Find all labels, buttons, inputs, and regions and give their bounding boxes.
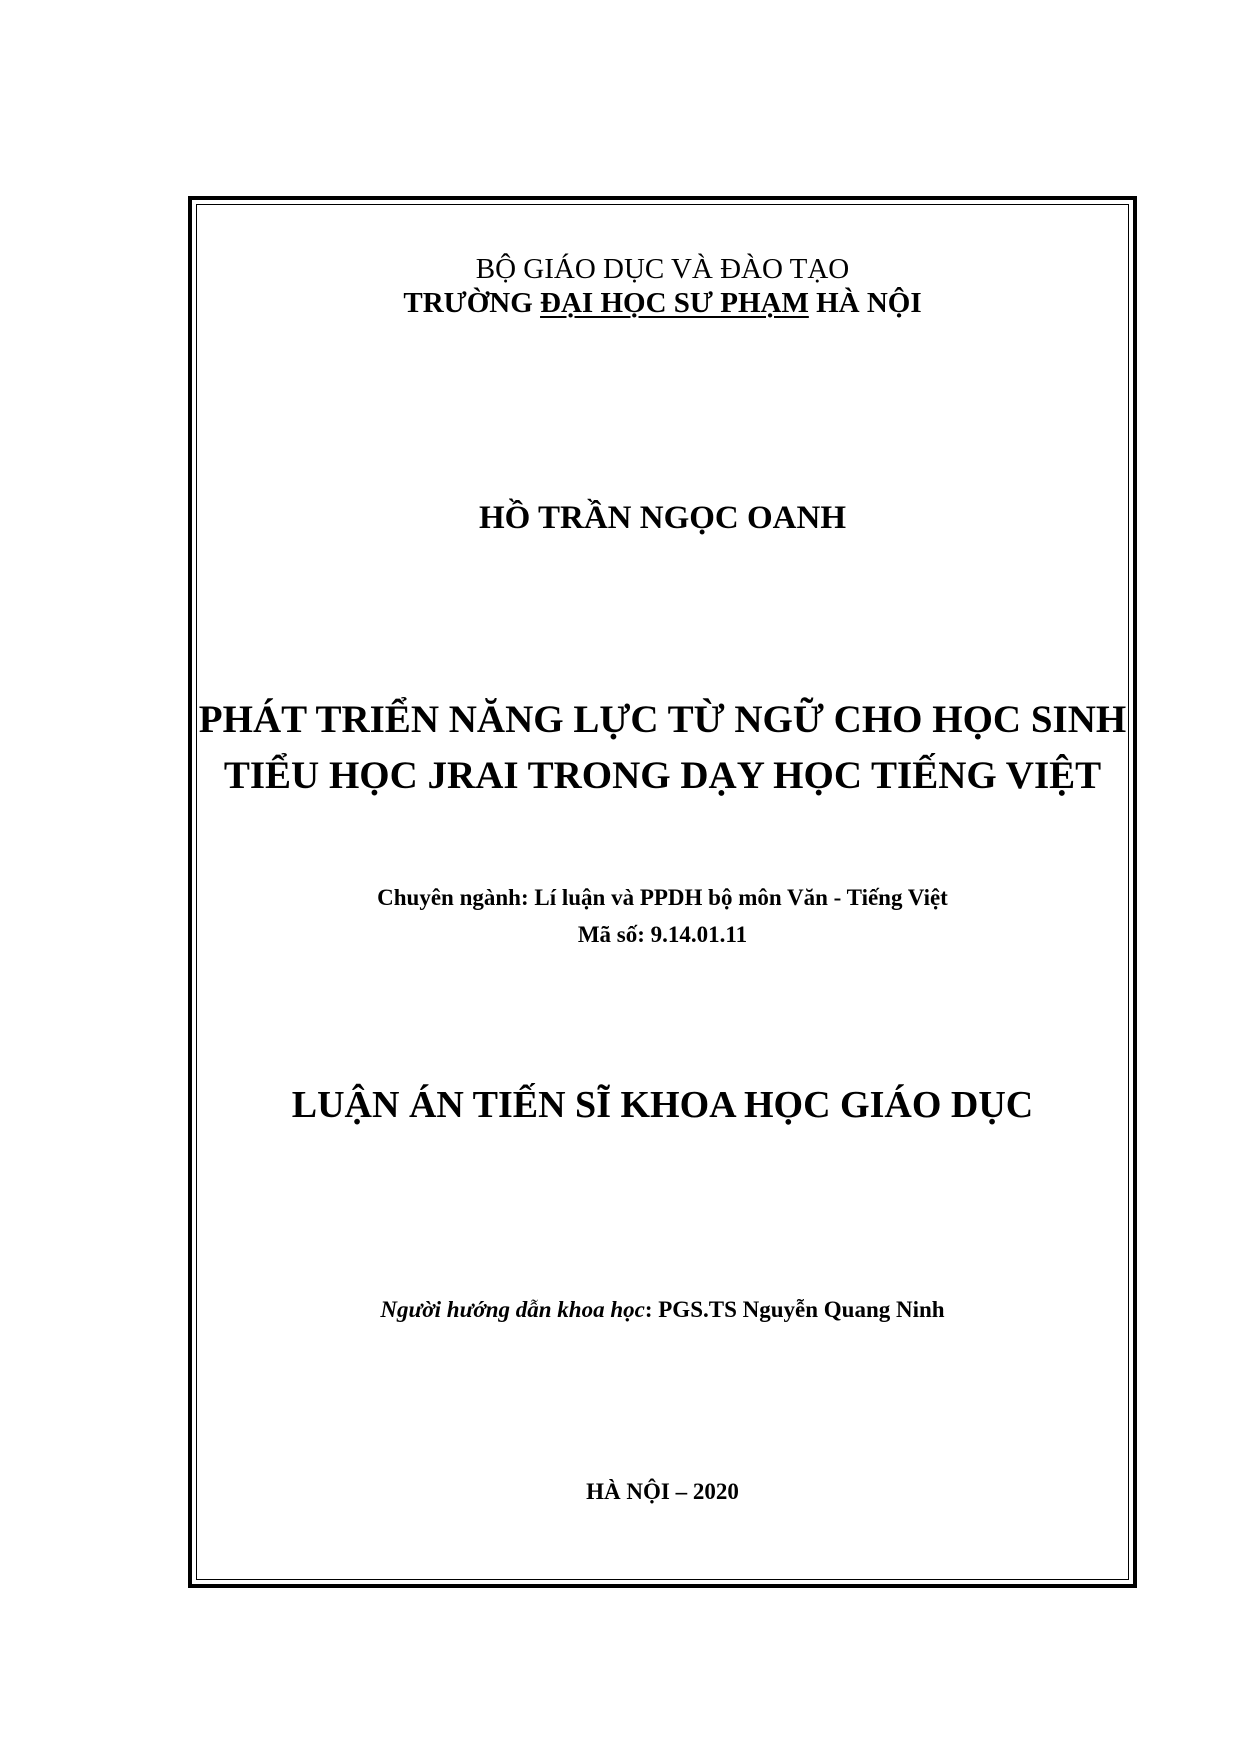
university-prefix: TRƯỜNG (403, 287, 541, 319)
ministry-name: BỘ GIÁO DỤC VÀ ĐÀO TẠO (475, 253, 850, 285)
author-name: HỒ TRẦN NGỌC OANH (479, 500, 846, 536)
supervisor (196, 1297, 1129, 1323)
supervisor-separator: : (644, 1297, 659, 1322)
university-underlined: ĐẠI HỌC SƯ PHẠM (540, 287, 809, 319)
supervisor-label: Người hướng dẫn khoa học (380, 1297, 645, 1322)
specialty: Chuyên ngành: Lí luận và PPDH bộ môn Văn - Tiếng Việt (377, 885, 948, 910)
place-date: HÀ NỘI – 2020 (586, 1479, 739, 1504)
thesis-title-line-1: PHÁT TRIỂN NĂNG LỰC TỪ NGỮ CHO HỌC SINH (198, 698, 1127, 741)
degree-title: LUẬN ÁN TIẾN SĨ KHOA HỌC GIÁO DỤC (291, 1084, 1034, 1126)
specialty-code: Mã số: 9.14.01.11 (577, 922, 748, 947)
thesis-title-line-2: TIỂU HỌC JRAI TRONG DẠY HỌC TIẾNG VIỆT (223, 754, 1102, 797)
university-name (196, 287, 1129, 320)
supervisor-name: PGS.TS Nguyễn Quang Ninh (658, 1297, 945, 1322)
university-suffix: HÀ NỘI (808, 287, 922, 319)
